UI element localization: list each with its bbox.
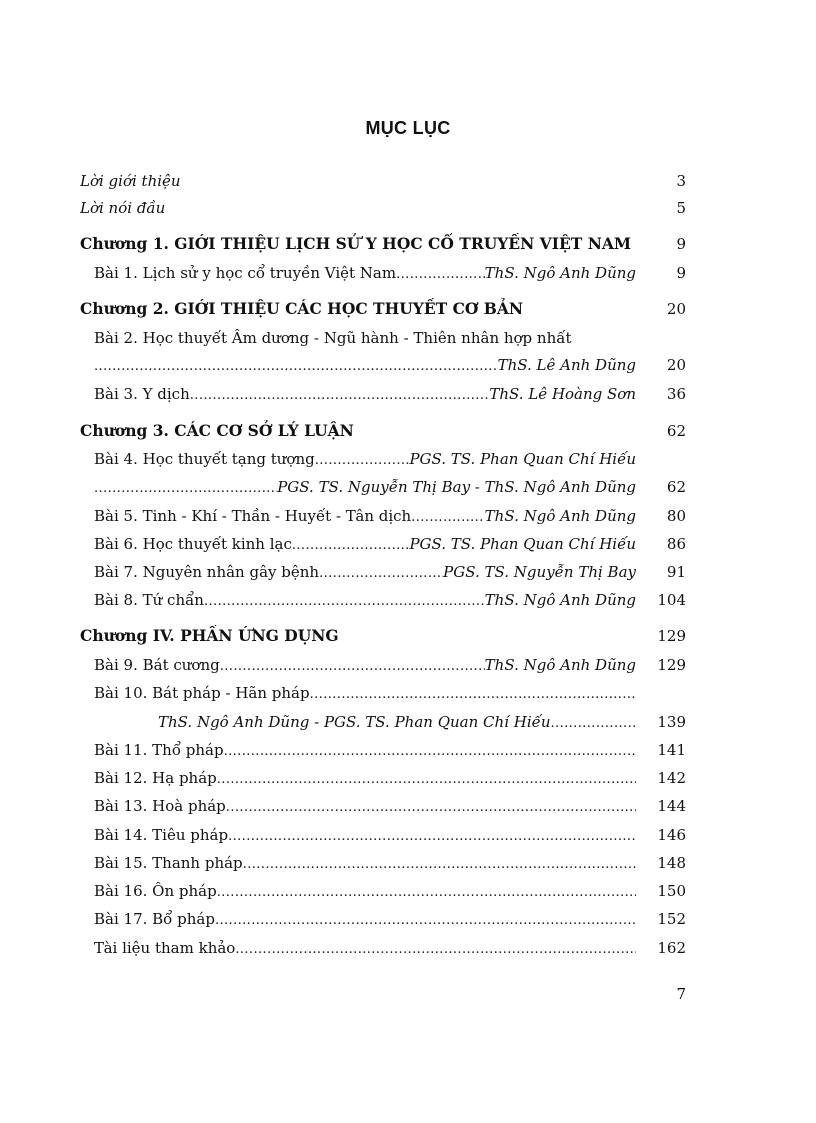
toc-entry-author: PGS. TS. Phan Quan Chí Hiếu [409, 450, 636, 468]
toc-page-number: 36 [666, 385, 686, 403]
dot-leader [217, 769, 636, 791]
toc-page-number: 9 [676, 235, 686, 253]
toc-lesson-6[interactable] [94, 533, 686, 555]
toc-lesson-10-authors[interactable] [158, 711, 686, 733]
toc-page-number: 20 [666, 356, 686, 374]
toc-page-number: 142 [657, 769, 686, 787]
toc-entry-label: Bài 14. Tiêu pháp [94, 826, 229, 844]
toc-page-number: 129 [657, 656, 686, 674]
toc-page-number: 86 [666, 535, 686, 553]
toc-entry-label: Bài 11. Thổ pháp [94, 741, 224, 759]
dot-leader [396, 264, 485, 286]
dot-leader [319, 563, 443, 585]
dot-leader [204, 591, 485, 613]
toc-entry-author: PGS. TS. Nguyễn Thị Bay [443, 563, 636, 581]
toc-lesson-17[interactable] [94, 908, 686, 930]
toc-entry-author: PGS. TS. Nguyễn Thị Bay - ThS. Ngô Anh Dũng [277, 478, 636, 496]
toc-lesson-11[interactable] [94, 739, 686, 761]
toc-entry-label: Bài 4. Học thuyết tạng tượng [94, 450, 315, 468]
toc-entry-label: Bài 16. Ôn pháp [94, 882, 217, 900]
toc-entry-author: ThS. Ngô Anh Dũng - PGS. TS. Phan Quan Chí Hiếu [158, 713, 551, 731]
toc-entry-author: ThS. Ngô Anh Dũng [484, 264, 636, 282]
toc-entry-label: Lời nói đầu [80, 199, 166, 217]
toc-lesson-2[interactable] [94, 327, 686, 349]
toc-lesson-4-authors[interactable] [94, 476, 686, 498]
toc-entry-label: Bài 12. Hạ pháp [94, 769, 217, 787]
toc-entry-author: ThS. Lê Hoàng Sơn [489, 385, 636, 403]
dot-leader [243, 854, 636, 876]
toc-chapter-label: Chương 2. GIỚI THIỆU CÁC HỌC THUYẾT CƠ BẢN [80, 299, 524, 318]
dot-leader [94, 478, 277, 500]
toc-entry-author: ThS. Lê Anh Dũng [497, 356, 636, 374]
toc-entry-author: ThS. Ngô Anh Dũng [484, 656, 636, 674]
toc-page-number: 5 [676, 199, 686, 217]
toc-lesson-4[interactable] [94, 448, 686, 470]
toc-lesson-9[interactable] [94, 654, 686, 676]
dot-leader [215, 910, 636, 932]
dot-leader [94, 356, 498, 378]
page-number: 7 [676, 985, 686, 1003]
toc-lesson-3[interactable] [94, 383, 686, 405]
toc-page-number: 144 [657, 797, 686, 815]
dot-leader [224, 741, 636, 763]
page-title: MỤC LỤC [365, 118, 451, 138]
toc-page-number: 20 [666, 300, 686, 318]
toc-entry-label: Bài 1. Lịch sử y học cổ truyền Việt Nam [94, 264, 397, 282]
dot-leader [228, 826, 636, 848]
toc-lesson-12[interactable] [94, 767, 686, 789]
toc-entry-label: Tài liệu tham khảo [94, 939, 236, 957]
toc-entry-label: Bài 13. Hoà pháp [94, 797, 226, 815]
dot-leader [226, 797, 636, 819]
toc-chapter-label: Chương 1. GIỚI THIỆU LỊCH SỬ Y HỌC CỔ TRUYỀN VIỆT NAM [80, 234, 632, 253]
toc-lesson-1[interactable] [94, 262, 686, 284]
toc-entry-label: Bài 10. Bát pháp - Hãn pháp [94, 684, 310, 702]
dot-leader [411, 507, 484, 529]
toc-page-number: 146 [657, 826, 686, 844]
toc-lesson-2-author[interactable] [94, 354, 686, 376]
toc-references[interactable] [94, 937, 686, 959]
toc-entry-label: Lời giới thiệu [80, 172, 181, 190]
dot-leader [310, 684, 636, 706]
toc-page-number: 148 [657, 854, 686, 872]
toc-page-number: 91 [666, 563, 686, 581]
toc-lesson-5[interactable] [94, 505, 686, 527]
toc-chapter-label: Chương 3. CÁC CƠ SỞ LÝ LUẬN [80, 421, 354, 440]
toc-lesson-7[interactable] [94, 561, 686, 583]
toc-entry-label: Bài 8. Tứ chẩn [94, 591, 204, 609]
toc-entry-label: Bài 5. Tinh - Khí - Thần - Huyết - Tân dịch [94, 507, 412, 525]
toc-page-number: 3 [676, 172, 686, 190]
toc-entry-preface[interactable] [80, 197, 686, 219]
toc-entry-label: Bài 7. Nguyên nhân gây bệnh [94, 563, 320, 581]
toc-page-number: 150 [657, 882, 686, 900]
toc-chapter-3[interactable] [80, 420, 686, 442]
dot-leader [292, 535, 410, 557]
toc-page-number: 9 [676, 264, 686, 282]
toc-page-number: 152 [657, 910, 686, 928]
toc-page-number: 80 [666, 507, 686, 525]
toc-chapter-2[interactable] [80, 298, 686, 320]
toc-page-number: 141 [657, 741, 686, 759]
dot-leader [551, 713, 636, 735]
toc-entry-author: PGS. TS. Phan Quan Chí Hiếu [409, 535, 636, 553]
dot-leader [235, 939, 636, 961]
toc-lesson-10[interactable] [94, 682, 686, 704]
toc-page-number: 129 [657, 627, 686, 645]
toc-page-number: 162 [657, 939, 686, 957]
toc-entry-foreword[interactable] [80, 170, 686, 192]
dot-leader [220, 656, 485, 678]
toc-lesson-14[interactable] [94, 824, 686, 846]
toc-entry-label: Bài 3. Y dịch [94, 385, 190, 403]
toc-entry-author: ThS. Ngô Anh Dũng [484, 507, 636, 525]
toc-page-number: 62 [666, 422, 686, 440]
toc-entry-author: ThS. Ngô Anh Dũng [484, 591, 636, 609]
toc-page-number: 139 [657, 713, 686, 731]
toc-lesson-15[interactable] [94, 852, 686, 874]
toc-entry-label: Bài 6. Học thuyết kinh lạc [94, 535, 292, 553]
toc-page-number: 62 [666, 478, 686, 496]
toc-entry-label: Bài 17. Bổ pháp [94, 910, 215, 928]
toc-chapter-4[interactable] [80, 625, 686, 647]
toc-entry-label: Bài 15. Thanh pháp [94, 854, 243, 872]
toc-page-number: 104 [657, 591, 686, 609]
toc-chapter-label: Chương IV. PHẦN ỨNG DỤNG [80, 626, 339, 645]
dot-leader [315, 450, 410, 472]
toc-lesson-16[interactable] [94, 880, 686, 902]
toc-lesson-8[interactable] [94, 589, 686, 611]
toc-entry-label: Bài 2. Học thuyết Âm dương - Ngũ hành - Thiên nhân hợp nhất [94, 329, 572, 347]
dot-leader [217, 882, 636, 904]
dot-leader [190, 385, 490, 407]
toc-lesson-13[interactable] [94, 795, 686, 817]
toc-entry-label: Bài 9. Bát cương [94, 656, 220, 674]
toc-chapter-1[interactable] [80, 233, 686, 255]
